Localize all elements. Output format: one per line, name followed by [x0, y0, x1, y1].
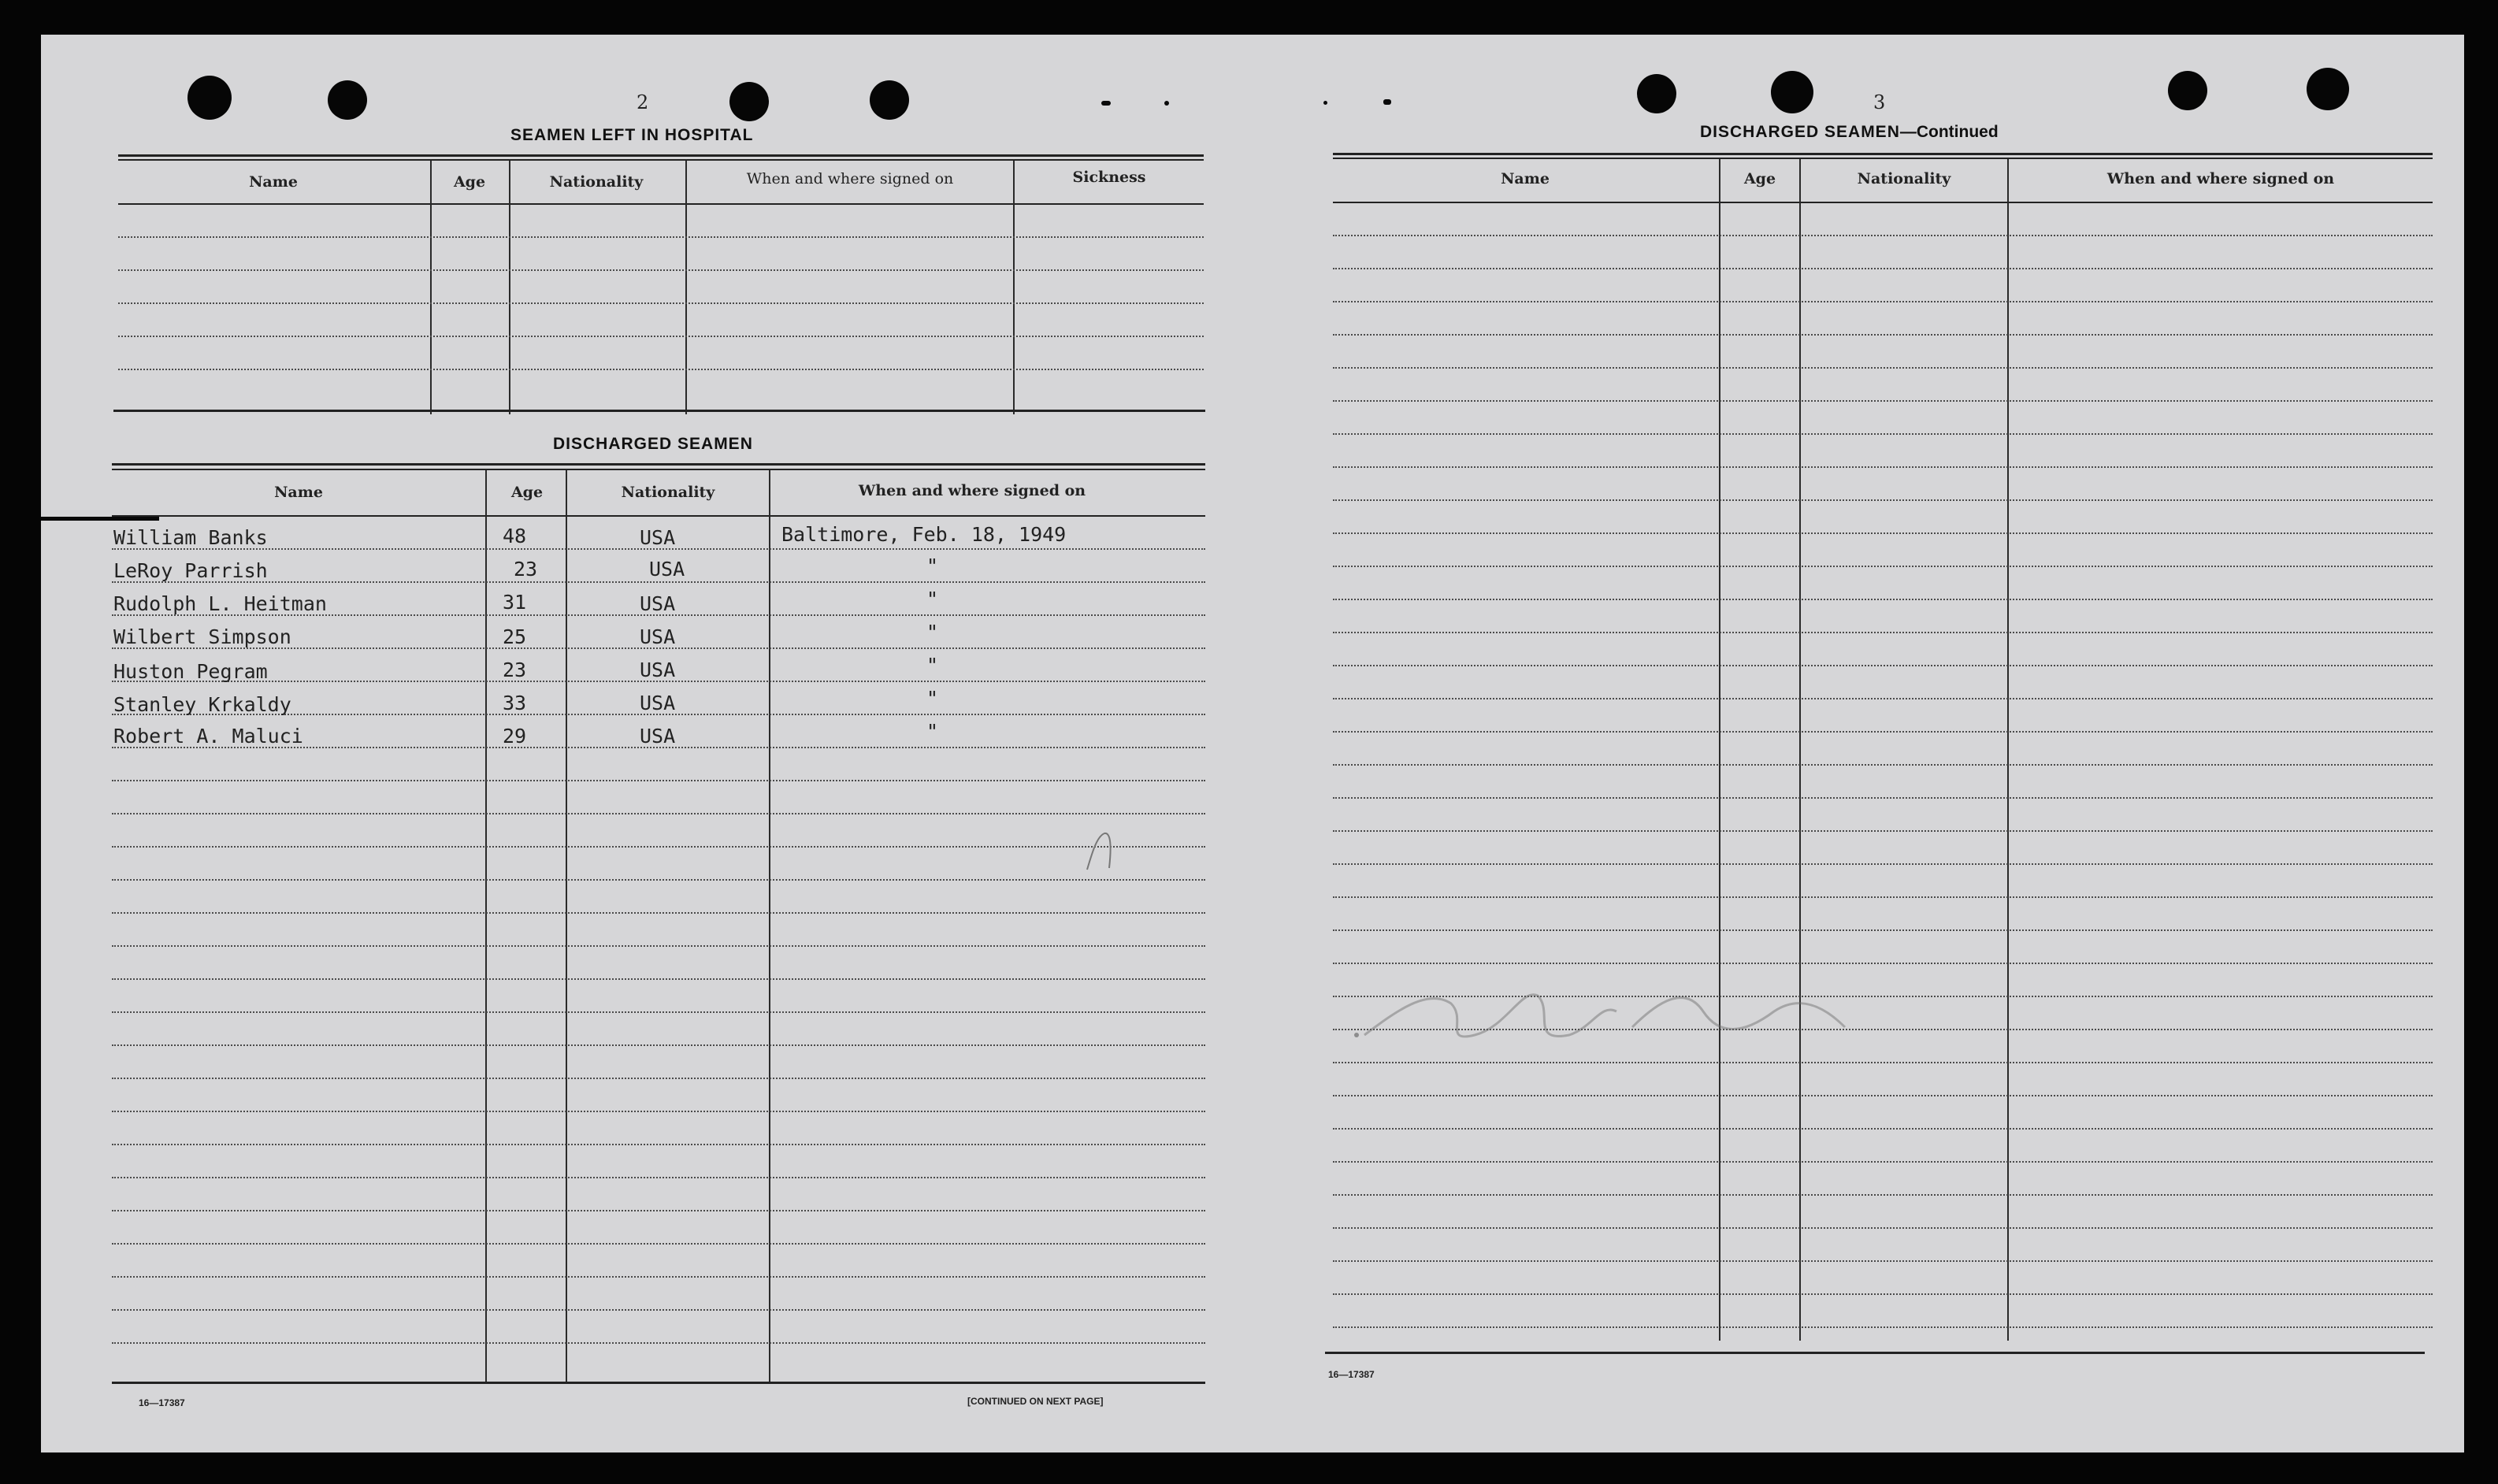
column-divider: [566, 470, 567, 1382]
column-header-name: Name: [1501, 170, 1550, 187]
seaman-nationality: USA: [640, 725, 676, 748]
entry-line: [1333, 797, 2433, 799]
seaman-name: LeRoy Parrish: [113, 559, 268, 582]
table-top-rule: [1333, 153, 2433, 155]
column-divider: [430, 161, 432, 414]
column-divider: [485, 470, 487, 1382]
column-header-signed-on: When and where signed on: [858, 482, 1086, 499]
table-top-rule: [112, 469, 1205, 470]
seaman-signed-on: ": [926, 555, 939, 577]
entry-line: [112, 846, 1205, 848]
table-bottom-rule: [1325, 1352, 2425, 1354]
punch-hole: [2307, 68, 2349, 110]
header-rule: [118, 203, 1204, 205]
punch-hole: [1637, 74, 1676, 113]
column-header-nationality: Nationality: [621, 484, 715, 501]
entry-line: [112, 1177, 1205, 1178]
page-number: 2: [637, 91, 649, 113]
column-divider: [509, 161, 510, 414]
entry-line: [1333, 731, 2433, 733]
seaman-age: 48: [503, 525, 527, 547]
column-header-name: Name: [249, 173, 298, 191]
column-header-name: Name: [274, 484, 323, 501]
column-header-nationality: Nationality: [1857, 170, 1951, 187]
entry-line: [112, 581, 1205, 583]
seaman-nationality: USA: [640, 659, 676, 681]
discharged-continued-title: [1700, 123, 1999, 142]
seaman-name: Huston Pegram: [113, 660, 268, 683]
ink-speck: [1164, 101, 1169, 106]
entry-line: [1333, 830, 2433, 832]
entry-line: [112, 879, 1205, 881]
entry-line: [112, 1144, 1205, 1145]
seaman-signed-on: ": [926, 621, 939, 644]
entry-line: [118, 369, 1204, 370]
entry-line: [1333, 1095, 2433, 1096]
hospital-section-title: SEAMEN LEFT IN HOSPITAL: [510, 126, 754, 144]
punch-hole: [729, 82, 769, 121]
entry-line: [112, 978, 1205, 980]
seaman-age: 31: [503, 591, 527, 614]
entry-line: [1333, 1293, 2433, 1295]
pencil-mark: [1081, 822, 1128, 877]
entry-line: [1333, 566, 2433, 567]
seaman-name: Rudolph L. Heitman: [113, 592, 327, 615]
faint-signature: [1333, 917, 1900, 1074]
entry-line: [112, 1011, 1205, 1013]
punch-hole: [187, 76, 232, 120]
entry-line: [1333, 235, 2433, 236]
entry-line: [112, 1044, 1205, 1046]
entry-line: [1333, 532, 2433, 534]
entry-line: [1333, 896, 2433, 898]
section-title-text: DISCHARGED SEAMEN: [1700, 123, 1900, 141]
entry-line: [1333, 499, 2433, 501]
column-header-age: Age: [453, 173, 486, 191]
entry-line: [112, 780, 1205, 781]
entry-line: [1333, 268, 2433, 269]
table-top-rule: [118, 154, 1204, 157]
column-divider: [1799, 159, 1801, 1341]
seaman-age: 23: [514, 558, 538, 581]
entry-line: [1333, 863, 2433, 865]
entry-line: [1333, 433, 2433, 435]
entry-line: [112, 945, 1205, 947]
entry-line: [1333, 1161, 2433, 1163]
ink-speck: [1323, 101, 1327, 105]
table-bottom-rule: [112, 1382, 1205, 1384]
entry-line: [118, 269, 1204, 271]
entry-line: [118, 236, 1204, 238]
seaman-nationality: USA: [640, 625, 676, 648]
entry-line: [112, 1309, 1205, 1311]
discharged-section-title: DISCHARGED SEAMEN: [553, 435, 753, 453]
punch-hole: [870, 80, 909, 120]
seaman-signed-on: Baltimore, Feb. 18, 1949: [781, 523, 1067, 546]
entry-line: [118, 336, 1204, 337]
table-top-rule: [112, 463, 1205, 466]
seaman-name: Robert A. Maluci: [113, 725, 303, 748]
punch-hole: [328, 80, 367, 120]
seaman-nationality: USA: [640, 526, 676, 549]
entry-line: [1333, 1227, 2433, 1229]
entry-line: [112, 1078, 1205, 1079]
seaman-signed-on: ": [926, 654, 939, 677]
entry-line: [1333, 1194, 2433, 1196]
column-divider: [769, 470, 770, 1382]
column-header-age: Age: [1743, 170, 1776, 187]
column-divider: [1013, 161, 1015, 414]
entry-line: [112, 1210, 1205, 1211]
entry-line: [1333, 466, 2433, 468]
form-number: 16—17387: [139, 1397, 185, 1408]
entry-line: [1333, 632, 2433, 633]
entry-line: [1333, 1326, 2433, 1328]
ink-speck: [1101, 101, 1111, 106]
column-divider: [1719, 159, 1720, 1341]
entry-line: [112, 1111, 1205, 1112]
seaman-signed-on: ": [926, 588, 939, 610]
entry-line: [112, 1243, 1205, 1245]
ink-speck: [1383, 99, 1391, 105]
seaman-name: William Banks: [113, 526, 268, 549]
form-number: 16—17387: [1328, 1369, 1375, 1380]
page-number: 3: [1873, 91, 1886, 113]
seaman-age: 33: [503, 692, 527, 714]
punch-hole: [1771, 71, 1813, 113]
table-top-rule: [118, 159, 1204, 161]
column-header-signed-on: When and where signed on: [746, 170, 954, 187]
seaman-signed-on: ": [926, 720, 939, 743]
column-divider: [2007, 159, 2009, 1341]
entry-line: [112, 813, 1205, 814]
document-sheet: [41, 35, 2464, 1452]
header-rule: [1333, 202, 2433, 203]
seaman-name: Stanley Krkaldy: [113, 693, 291, 716]
seaman-nationality: USA: [640, 592, 676, 615]
entry-line: [1333, 599, 2433, 600]
table-top-rule: [1333, 158, 2433, 159]
column-header-signed-on: When and where signed on: [2106, 170, 2335, 187]
header-rule: [112, 515, 1205, 517]
entry-line: [1333, 400, 2433, 402]
entry-line: [1333, 367, 2433, 369]
entry-line: [1333, 1260, 2433, 1262]
seaman-age: 23: [503, 659, 527, 681]
column-header-sickness: Sickness: [1072, 169, 1146, 186]
entry-line: [112, 912, 1205, 914]
section-title-suffix: —Continued: [1899, 123, 1999, 141]
entry-line: [112, 1276, 1205, 1278]
column-divider: [685, 161, 687, 414]
seaman-age: 29: [503, 725, 527, 748]
entry-line: [112, 1342, 1205, 1344]
entry-line: [1333, 334, 2433, 336]
seaman-name: Wilbert Simpson: [113, 625, 291, 648]
continued-note: [CONTINUED ON NEXT PAGE]: [967, 1396, 1104, 1407]
punch-hole: [2168, 71, 2207, 110]
paper-tear: [41, 517, 159, 521]
entry-line: [1333, 301, 2433, 302]
table-bottom-rule: [113, 410, 1205, 412]
seaman-age: 25: [503, 625, 527, 648]
column-header-nationality: Nationality: [549, 173, 644, 191]
entry-line: [1333, 698, 2433, 699]
seaman-nationality: USA: [640, 692, 676, 714]
entry-line: [1333, 665, 2433, 666]
entry-line: [118, 302, 1204, 304]
seaman-signed-on: ": [926, 687, 939, 710]
seaman-nationality: USA: [649, 558, 685, 581]
entry-line: [1333, 764, 2433, 766]
entry-line: [1333, 1128, 2433, 1130]
column-header-age: Age: [510, 484, 544, 501]
